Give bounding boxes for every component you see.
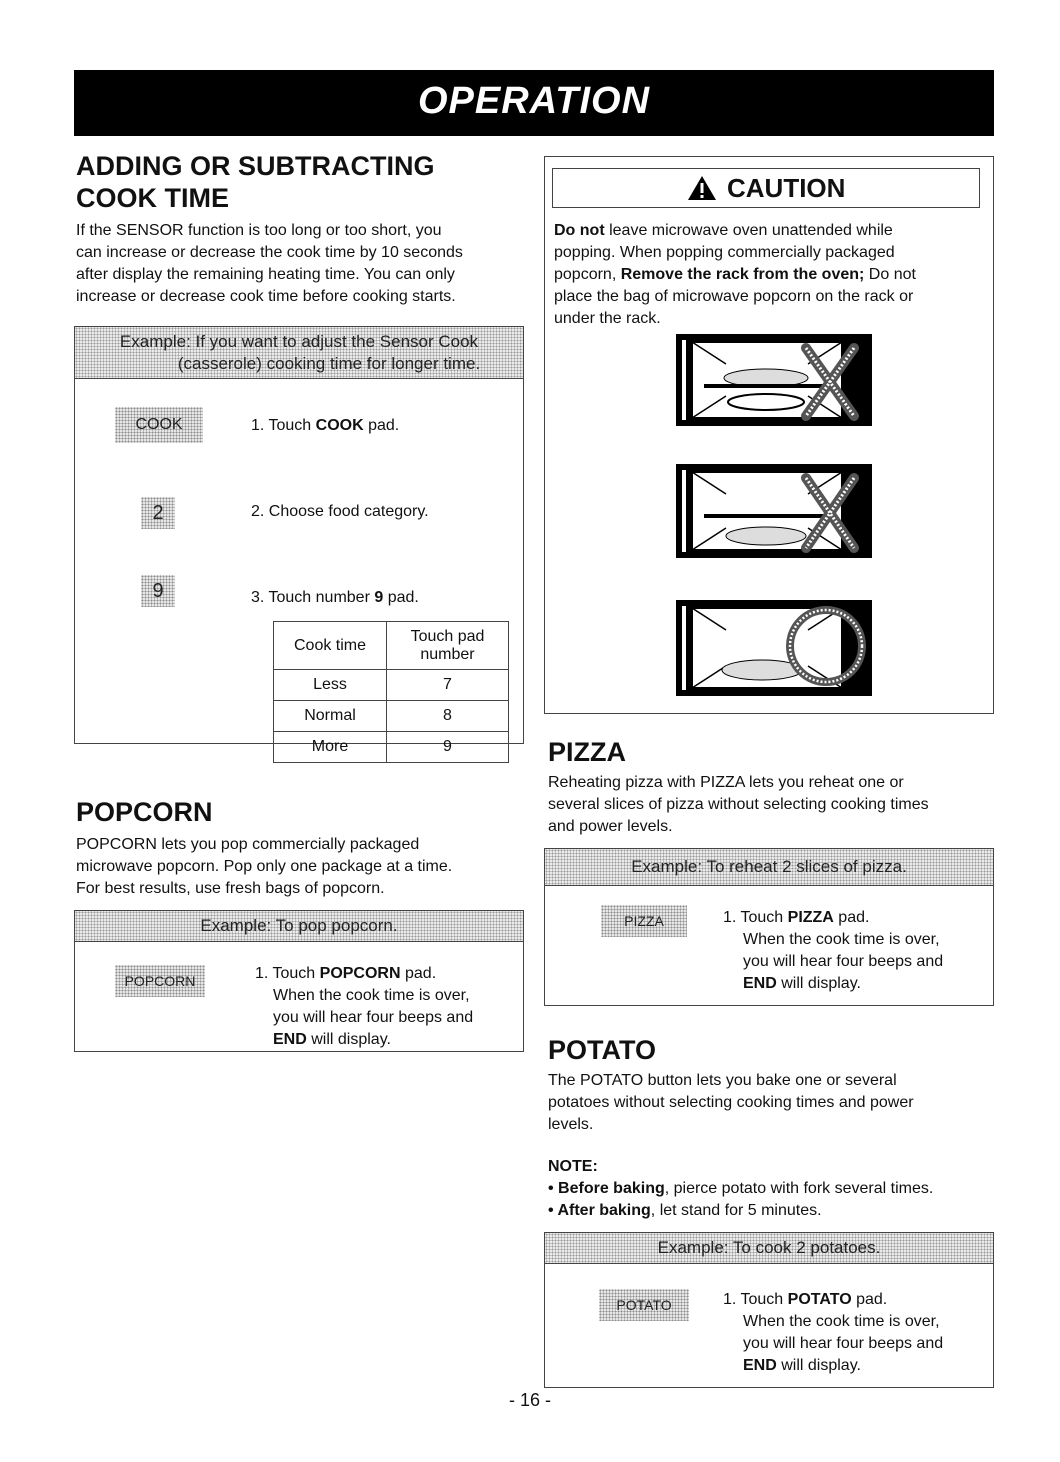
note-text: , let stand for 5 minutes. — [650, 1202, 822, 1219]
caution-line: place the bag of microwave popcorn on the rack or — [554, 288, 914, 305]
adjust-para-line: If the SENSOR function is too long or too short, you — [76, 222, 442, 239]
oven-correct-popcorn-icon — [676, 600, 872, 696]
step-bold: END — [743, 975, 777, 992]
caution-bold: Remove the rack from the oven; — [620, 266, 865, 283]
table-row — [274, 670, 509, 701]
step-bold: COOK — [315, 417, 364, 434]
table-cell: 7 — [387, 670, 509, 701]
step-text: will display. — [306, 1031, 391, 1048]
adjust-step-3 — [251, 587, 419, 609]
section-banner — [74, 70, 994, 136]
banner-title: OPERATION — [417, 80, 651, 122]
pizza-para-line: several slices of pizza without selecting cooking times — [548, 796, 929, 813]
table-row — [274, 732, 509, 763]
adjust-example-line1: Example: If you want to adjust the Sensor Cook — [119, 332, 479, 351]
potato-step-1 — [723, 1289, 943, 1377]
step-text: pad. — [383, 589, 419, 606]
adjust-para-line: after display the remaining heating time. You can only — [76, 266, 455, 283]
note-bold: • After baking — [548, 1202, 651, 1219]
potato-para-line: potatoes without selecting cooking times and power — [548, 1094, 914, 1111]
page-number: - 16 - — [508, 1390, 551, 1410]
header-line: number — [420, 645, 475, 663]
adjust-para-line: increase or decrease cook time before cooking starts. — [76, 288, 456, 305]
pizza-para-line: Reheating pizza with PIZZA lets you reheat one or — [548, 774, 904, 791]
caution-line: leave microwave oven unattended while — [604, 222, 893, 239]
adjust-example-box — [74, 326, 524, 755]
popcorn-pad-icon: POPCORN — [115, 965, 205, 997]
step-text: 1. Touch — [723, 1291, 788, 1308]
pizza-para-line: and power levels. — [548, 818, 673, 835]
step-bold: PIZZA — [787, 909, 834, 926]
table-header-row — [274, 622, 509, 670]
table-header-cook-time: Cook time — [274, 622, 387, 670]
step-line: When the cook time is over, — [273, 987, 470, 1004]
adjust-heading-line1: ADDING OR SUBTRACTING — [76, 151, 435, 181]
table-row — [274, 701, 509, 732]
potato-notes — [548, 1156, 998, 1222]
adjust-step-1 — [251, 415, 399, 437]
popcorn-para-line: For best results, use fresh bags of popcorn. — [76, 880, 385, 897]
step-text: 3. Touch number — [251, 589, 375, 606]
pizza-pad-icon: PIZZA — [601, 905, 687, 937]
caution-line: popping. When popping commercially packaged — [554, 244, 895, 261]
step-text: pad. — [400, 965, 437, 982]
step-text: pad. — [363, 417, 400, 434]
pizza-step-1 — [723, 907, 943, 995]
popcorn-heading: POPCORN — [76, 797, 213, 827]
pizza-paragraph — [548, 772, 998, 838]
header-line: Touch pad — [410, 627, 485, 645]
step-bold: END — [743, 1357, 777, 1374]
step-line: you will hear four beeps and — [743, 1335, 944, 1352]
table-cell: Normal — [274, 701, 387, 732]
table-cell: More — [274, 732, 387, 763]
potato-heading: POTATO — [548, 1035, 656, 1065]
step-line: When the cook time is over, — [743, 1313, 940, 1330]
caution-text — [554, 220, 984, 330]
caution-title: CAUTION — [727, 173, 846, 203]
popcorn-para-line: POPCORN lets you pop commercially packaged — [76, 836, 420, 853]
potato-paragraph — [548, 1070, 998, 1136]
table-cell: Less — [274, 670, 387, 701]
oven-rack-popcorn-crossed-icon — [676, 334, 872, 426]
cook-time-table — [273, 621, 509, 763]
potato-example-box — [544, 1232, 994, 1388]
table-header-touch-pad — [387, 622, 509, 670]
step-text: will display. — [776, 975, 861, 992]
step-text: 1. Touch — [255, 965, 320, 982]
pizza-heading: PIZZA — [548, 737, 626, 767]
popcorn-para-line: microwave popcorn. Pop only one package at a time. — [76, 858, 453, 875]
popcorn-example-box — [74, 910, 524, 1052]
table-cell: 9 — [387, 732, 509, 763]
step-text: will display. — [776, 1357, 861, 1374]
note-label: NOTE: — [548, 1158, 598, 1175]
potato-para-line: The POTATO button lets you bake one or several — [548, 1072, 897, 1089]
popcorn-step-1 — [255, 963, 473, 1051]
popcorn-paragraph — [76, 834, 526, 900]
step-text: 1. Touch — [251, 417, 316, 434]
adjust-paragraph — [76, 220, 526, 308]
adjust-heading — [76, 150, 435, 214]
step-text: pad. — [851, 1291, 888, 1308]
step-line: When the cook time is over, — [743, 931, 940, 948]
step-bold: 9 — [374, 589, 384, 606]
potato-para-line: levels. — [548, 1116, 594, 1133]
popcorn-example-bar: Example: To pop popcorn. — [75, 911, 523, 942]
adjust-step-2: 2. Choose food category. — [251, 503, 429, 520]
warning-triangle-icon — [687, 175, 717, 201]
adjust-para-line: can increase or decrease the cook time by 10 seconds — [76, 244, 463, 261]
potato-example-bar: Example: To cook 2 potatoes. — [545, 1233, 993, 1264]
caution-header — [552, 168, 980, 208]
adjust-heading-line2: COOK TIME — [76, 183, 229, 213]
step-line: you will hear four beeps and — [273, 1009, 474, 1026]
step-text: pad. — [833, 909, 870, 926]
caution-bold: Do not — [554, 222, 605, 239]
adjust-example-line2: (casserole) cooking time for longer time. — [177, 354, 481, 373]
potato-pad-icon: POTATO — [599, 1289, 689, 1321]
oven-under-rack-crossed-icon — [676, 464, 872, 558]
note-text: , pierce potato with fork several times. — [664, 1180, 934, 1197]
step-bold: POPCORN — [319, 965, 401, 982]
caution-line: Do not — [864, 266, 916, 283]
step-bold: END — [273, 1031, 307, 1048]
table-cell: 8 — [387, 701, 509, 732]
number-9-pad-icon: 9 — [141, 575, 175, 607]
note-bold: • Before baking — [548, 1180, 665, 1197]
adjust-example-bar — [75, 327, 523, 379]
cook-pad-icon: COOK — [115, 407, 203, 443]
step-text: 1. Touch — [723, 909, 788, 926]
caution-line: under the rack. — [554, 310, 661, 327]
step-line: you will hear four beeps and — [743, 953, 944, 970]
caution-line: popcorn, — [554, 266, 621, 283]
number-2-pad-icon: 2 — [141, 497, 175, 529]
step-bold: POTATO — [787, 1291, 852, 1308]
pizza-example-bar: Example: To reheat 2 slices of pizza. — [545, 849, 993, 886]
pizza-example-box — [544, 848, 994, 1006]
